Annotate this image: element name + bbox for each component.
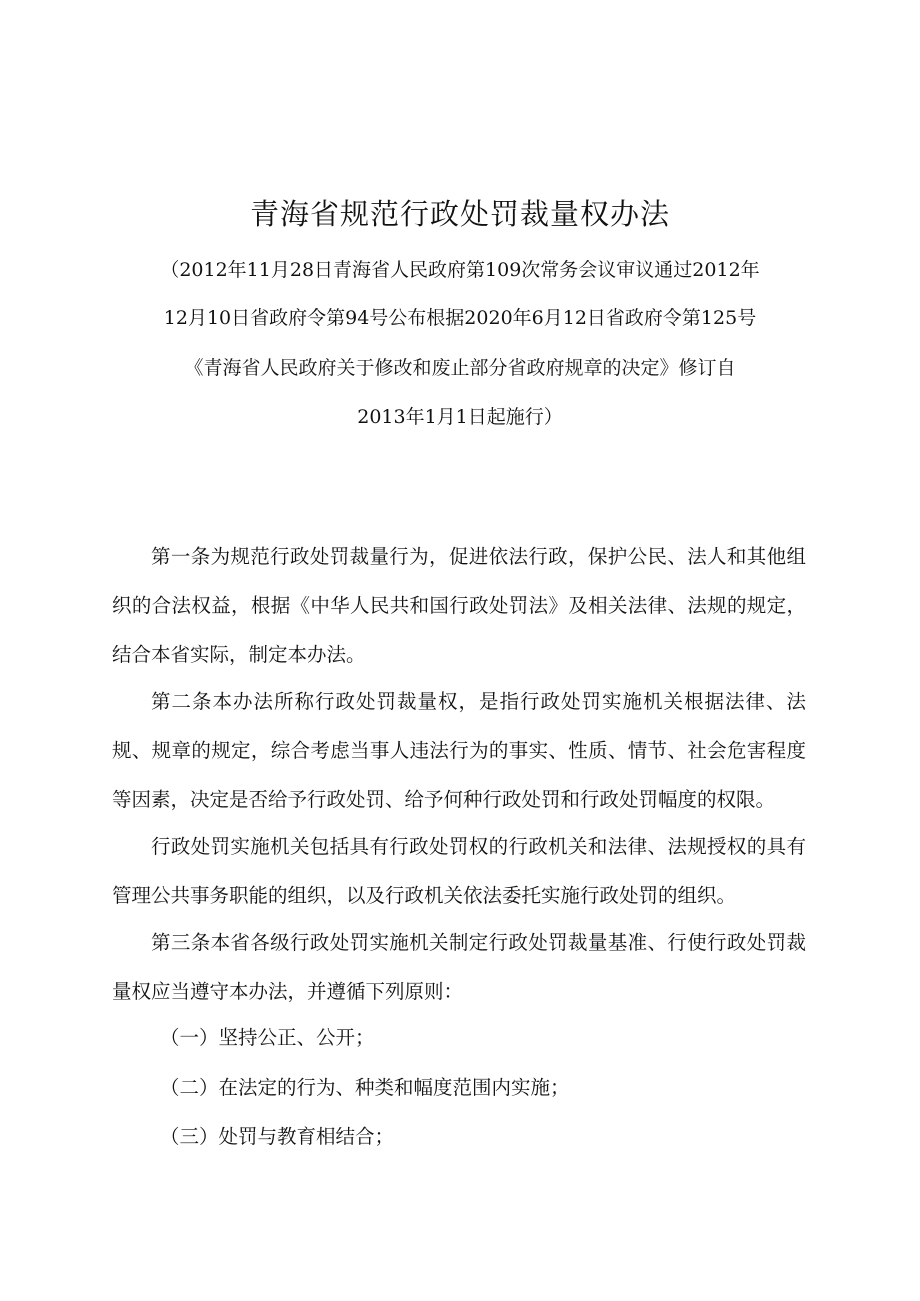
subtitle-line: 2013年1月1日起施行） bbox=[357, 406, 563, 428]
list-item: （二）在法定的行为、种类和幅度范围内实施； bbox=[160, 1076, 570, 1099]
article-3-paragraph: 第三条本省各级行政处罚实施机关制定行政处罚裁量基准、行使行政处罚裁量权应当遵守本办法，并遵循下列原则： bbox=[112, 931, 806, 1003]
article-2-continuation-paragraph: 行政处罚实施机关包括具有行政处罚权的行政机关和法律、法规授权的具有管理公共事务职能的组织，以及行政机关依法委托实施行政处罚的组织。 bbox=[112, 835, 806, 907]
article-2-paragraph: 第二条本办法所称行政处罚裁量权，是指行政处罚实施机关根据法律、法规、规章的规定，综合考虑当事人违法行为的事实、性质、情节、社会危害程度等因素，决定是否给予行政处罚、给予何种行政处罚和行政处罚幅度的权限。 bbox=[112, 690, 806, 811]
list-item: （三）处罚与教育相结合； bbox=[160, 1125, 395, 1148]
article-1-paragraph: 第一条为规范行政处罚裁量行为，促进依法行政，保护公民、法人和其他组织的合法权益，根据《中华人民共和国行政处罚法》及相关法律、法规的规定，结合本省实际，制定本办法。 bbox=[112, 545, 806, 666]
subtitle-line: 《青海省人民政府关于修改和废止部分省政府规章的决定》修订自 bbox=[184, 357, 736, 379]
list-item: （一）坚持公正、公开； bbox=[160, 1026, 375, 1049]
document-title: 青海省规范行政处罚裁量权办法 bbox=[249, 197, 670, 231]
subtitle-line: 12月10日省政府令第94号公布根据2020年6月12日省政府令第125号 bbox=[163, 307, 757, 329]
subtitle-line: （2012年11月28日青海省人民政府第109次常务会议审议通过2012年 bbox=[160, 259, 760, 281]
